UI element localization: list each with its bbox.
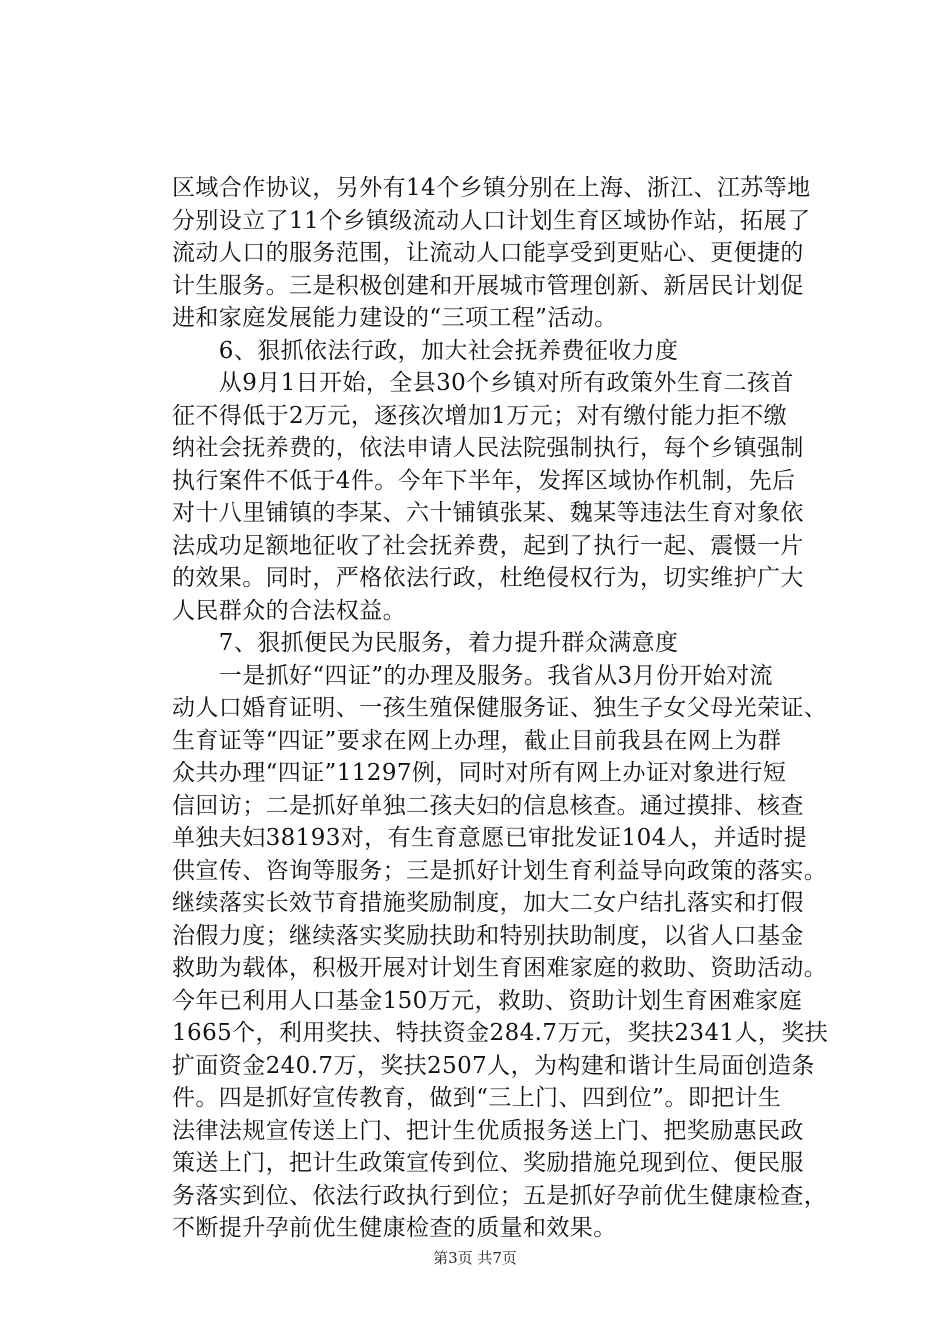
text-line: 救助为载体，积极开展对计划生育困难家庭的救助、资助活动。: [172, 955, 828, 981]
text-line: 供宣传、咨询等服务；三是抓好计划生育利益导向政策的落实。: [172, 857, 828, 884]
text-line: 法成功足额地征收了社会抚养费，起到了执行一起、震慑一片: [172, 532, 804, 559]
text-line: 件。四是抓好宣传教育，做到“三上门、四到位”。即把计生: [172, 1085, 782, 1111]
text-line: 1665个，利用奖扶、特扶资金284.7万元，奖扶2341人，奖扶: [172, 1020, 829, 1046]
text-line: 继续落实长效节育措施奖励制度，加大二女户结扎落实和打假: [172, 890, 804, 916]
text-line: 不断提升孕前优生健康检查的质量和效果。: [172, 1215, 617, 1241]
text-line: 从9月1日开始，全县30个乡镇对所有政策外生育二孩首: [172, 370, 794, 396]
text-line: 众共办理“四证”11297例，同时对所有网上办证对象进行短: [172, 760, 787, 786]
text-line: 信回访；二是抓好单独二孩夫妇的信息核查。通过摸排、核查: [172, 792, 804, 819]
text-line: 计生服务。三是积极创建和开展城市管理创新、新居民计划促: [172, 272, 804, 299]
text-line: 一是抓好“四证”的办理及服务。我省从3月份开始对流: [172, 662, 773, 689]
text-line: 法律法规宣传送上门、把计生优质报务送上门、把奖励惠民政: [172, 1117, 804, 1144]
text-line: 对十八里铺镇的李某、六十铺镇张某、魏某等违法生育对象依: [172, 500, 804, 526]
text-line: 务落实到位、依法行政执行到位；五是抓好孕前优生健康检查，: [172, 1182, 828, 1209]
text-line: 执行案件不低于4件。今年下半年，发挥区域协作机制，先后: [172, 467, 796, 494]
text-line: 分别设立了11个乡镇级流动人口计划生育区域协作站，拓展了: [172, 207, 811, 234]
text-line: 扩面资金240.7万，奖扶2507人，为构建和谐计生局面创造条: [172, 1052, 815, 1079]
text-line: 征不得低于2万元，逐孩次增加1万元；对有缴付能力拒不缴: [172, 402, 788, 429]
text-line: 流动人口的服务范围，让流动人口能享受到更贴心、更便捷的: [172, 240, 804, 266]
text-line: 进和家庭发展能力建设的“三项工程”活动。: [172, 305, 618, 331]
document-body: [172, 172, 829, 1245]
section-heading: 7、狠抓便民为民服务，着力提升群众满意度: [172, 630, 679, 656]
text-line: 的效果。同时，严格依法行政，杜绝侵权行为，切实维护广大: [172, 565, 804, 591]
text-line: 区域合作协议，另外有14个乡镇分别在上海、浙江、江苏等地: [172, 175, 811, 201]
text-line: 人民群众的合法权益。: [172, 597, 406, 624]
text-line: 策送上门，把计生政策宣传到位、奖励措施兑现到位、便民服: [172, 1150, 804, 1176]
text-line: 单独夫妇38193对，有生育意愿已审批发证104人，并适时提: [172, 825, 808, 851]
text-line: 动人口婚育证明、一孩生殖保健服务证、独生子女父母光荣证、: [172, 695, 828, 721]
text-line: 治假力度；继续落实奖励扶助和特别扶助制度，以省人口基金: [172, 922, 804, 949]
section-heading: 6、狠抓依法行政，加大社会抚养费征收力度: [172, 337, 679, 364]
text-line: 生育证等“四证”要求在网上办理，截止目前我县在网上为群: [172, 727, 782, 754]
text-line: 今年已利用人口基金150万元，救助、资助计划生育困难家庭: [172, 987, 803, 1014]
text-line: 纳社会抚养费的，依法申请人民法院强制执行，每个乡镇强制: [172, 435, 804, 461]
page-number: 第3页 共7页: [433, 1249, 517, 1267]
